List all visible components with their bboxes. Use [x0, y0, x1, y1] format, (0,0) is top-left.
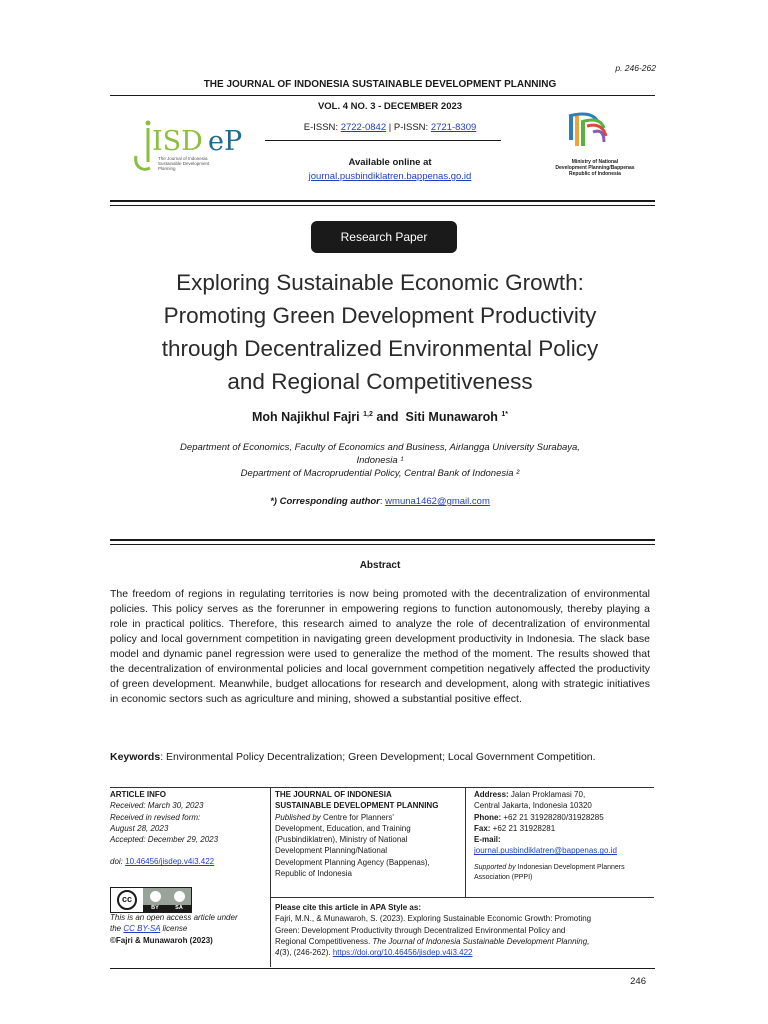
affiliation-line-3: Department of Macroprudential Policy, Central Bank of Indonesia ² [240, 468, 520, 479]
table-top-rule [110, 787, 654, 788]
ministry-line1: Ministry of National [571, 159, 619, 165]
revised-label: Received in revised form: [110, 812, 201, 822]
available-online-link-wrap [265, 171, 515, 182]
eissn-link[interactable]: 2722-0842 [340, 122, 387, 133]
logo-left-sub1: The Journal of Indonesia [158, 156, 208, 161]
author-1-affil: 1,2 [363, 410, 373, 418]
available-online-label: Available online at [348, 157, 432, 168]
affiliation-line-1: Department of Economics, Faculty of Economics and Business, Airlangga University Surabaya, [180, 442, 580, 453]
oa-line-2-post: license [160, 924, 188, 934]
title-line-4: and Regional Competitiveness [227, 369, 533, 394]
corresponding-email-link[interactable]: wmuna1462@gmail.com [385, 496, 490, 507]
bappenas-emblem-icon [552, 112, 642, 160]
article-info-column [110, 789, 268, 868]
article-title [110, 266, 650, 398]
eissn-label: E-ISSN: [303, 122, 341, 133]
article-info-table [110, 787, 654, 967]
address-label: Address: [474, 790, 509, 799]
logo-left-sub2: Sustainable Development [158, 161, 210, 166]
revised-date: August 28, 2023 [110, 823, 169, 833]
table-divider-1 [270, 787, 271, 967]
license-text [110, 912, 268, 946]
footer-rule [110, 968, 655, 969]
pissn-link[interactable]: 2721-8309 [430, 122, 477, 133]
supported-by-line-2: Association (PPPI) [474, 873, 533, 881]
citation-doi-link[interactable]: https://doi.org/10.46456/jisdep.v4i3.422 [332, 948, 473, 958]
publisher-line-2: Development, Education, and Training [275, 823, 411, 833]
title-line-3: through Decentralized Environmental Policy [161, 336, 599, 361]
header-rule [110, 95, 655, 96]
doi-link[interactable]: 10.46456/jisdep.v4i3.422 [125, 857, 215, 867]
page-number: 246 [630, 976, 646, 987]
title-line-1: Exploring Sustainable Economic Growth: [176, 270, 584, 295]
citation-heading: Please cite this article in APA Style as: [275, 903, 421, 912]
author-and: and [372, 410, 406, 424]
author-2-affil: 1* [501, 410, 508, 418]
pissn-label: | P-ISSN: [386, 122, 431, 133]
oa-line-1: This is an open access article under [110, 913, 238, 922]
cc-mark: cc [117, 890, 137, 910]
title-line-2: Promoting Green Development Productivity [163, 303, 597, 328]
publisher-line-1: Centre for Planners' [320, 812, 394, 822]
logo-left-sub3: Planning [158, 166, 176, 171]
accepted-date: Accepted: December 29, 2023 [110, 835, 219, 845]
address-column [474, 789, 654, 883]
citation-line-2: Green: Development Productivity through Decentralized Environmental Policy and [275, 925, 566, 935]
jisdep-logo [132, 118, 252, 176]
journal-email-link[interactable]: journal.pusbindiklatren@bappenas.go.id [474, 846, 617, 856]
doi-label: doi: [110, 857, 126, 867]
cc-license-link[interactable] [123, 924, 160, 933]
header-double-rule [110, 200, 655, 206]
svg-text:eP: eP [208, 126, 243, 157]
publisher-line-5: Development Planning Agency (Bappenas), [275, 857, 430, 867]
page-range: p. 246-262 [615, 63, 656, 73]
author-1: Moh Najikhul Fajri [252, 410, 364, 424]
author-2: Siti Munawaroh [405, 410, 502, 424]
sa-icon [174, 891, 185, 902]
citation-volume: 4 [275, 948, 280, 958]
corresponding-label: *) Corresponding author [270, 496, 380, 507]
publisher-name-1: THE JOURNAL OF INDONESIA [275, 790, 392, 799]
fax-label: Fax: [474, 823, 491, 833]
received-date: Received: March 30, 2023 [110, 801, 204, 811]
authors [110, 410, 650, 424]
citation-block [275, 902, 655, 958]
publisher-line-6: Republic of Indonesia [275, 869, 352, 879]
journal-url-link[interactable]: journal.pusbindiklatren.bappenas.go.id [308, 171, 472, 182]
cc-sa-label: SA [175, 905, 183, 911]
supported-by-label: Supported by [474, 863, 516, 871]
logo-left-subtitle [158, 156, 209, 171]
citation-issue-pages: (3), (246-262). [279, 948, 333, 958]
issn-rule [265, 140, 501, 141]
cc-terms [143, 888, 191, 912]
affiliation-line-2: Indonesia ¹ [356, 455, 404, 466]
published-by-label: Published by [275, 812, 321, 822]
address-line-2: Central Jakarta, Indonesia 10320 [474, 801, 592, 811]
email-label: E-mail: [474, 835, 501, 845]
phone-number: +62 21 31928280/31928285 [501, 812, 604, 822]
corresponding-colon: : [379, 496, 386, 507]
by-icon [150, 891, 161, 902]
fax-number: +62 21 31928281 [490, 823, 556, 833]
volume-issue: VOL. 4 NO. 3 - DECEMBER 2023 [317, 101, 463, 112]
keywords [110, 751, 660, 763]
publisher-line-3: (Pusbindiklatren), Ministry of National [275, 835, 408, 845]
citation-line-1: Fajri, M.N., & Munawaroh, S. (2023). Exploring Sustainable Economic Growth: Promoting [275, 914, 592, 924]
cc-by-label: BY [151, 905, 159, 911]
keywords-label: Keywords [110, 751, 161, 763]
publisher-name-2: SUSTAINABLE DEVELOPMENT PLANNING [275, 801, 439, 811]
affiliations [110, 441, 650, 480]
corresponding-author [110, 496, 650, 507]
keywords-text: : Environmental Policy Decentralization; Green Development; Local Government Competition. [160, 751, 596, 763]
table-mid-rule [270, 897, 654, 898]
publisher-line-4: Development Planning/National [275, 846, 388, 856]
research-paper-badge: Research Paper [311, 221, 457, 253]
svg-text:ISD: ISD [152, 126, 203, 157]
copyright: ©Fajri & Munawaroh (2023) [110, 935, 213, 945]
cc-icons-row [143, 888, 191, 905]
cc-by-sa-badge[interactable] [110, 887, 192, 913]
phone-label: Phone: [474, 812, 502, 822]
supported-by-line-1: Indonesian Development Planners [515, 863, 625, 871]
journal-title: THE JOURNAL OF INDONESIA SUSTAINABLE DEVELOPMENT PLANNING [203, 79, 557, 90]
issn-line [265, 122, 515, 133]
cc-icon [111, 888, 143, 912]
cc-labels-row [143, 905, 191, 912]
cc-license-text: CC BY-SA [123, 924, 161, 934]
publisher-column [275, 789, 463, 879]
article-info-heading: ARTICLE INFO [110, 790, 166, 799]
abstract-body: The freedom of regions in regulating territories is now being promoted with the decentralization of environmental policies. This policy serves as the forerunner in empowering regions to function autonomously, thereby playing a role in practical politics. Therefore, this research aimed to analyze the role of decentralization of environmental policy and local government competition in navigating green development productivity in Indonesia. The slack base model and dynamic panel regression were used to generalize the method of the moment. The results showed that the decentralization of environmental policies and local government competition negatively affected the productivity of green development. Meanwhile, budget allocations for research and development, along with strategic initiatives in economic sectors such as agriculture and mining, showed a substantial positive effect. [110, 588, 650, 705]
ministry-line3: Republic of Indonesia [569, 171, 621, 177]
citation-line-3-pre: Regional Competitiveness. [275, 936, 373, 946]
citation-journal: The Journal of Indonesia Sustainable Development Planning, [372, 936, 590, 946]
ministry-line2: Development Planning/Bappenas [555, 165, 635, 171]
oa-line-2-pre: the [110, 924, 124, 934]
address-line-1: Jalan Proklamasi 70, [508, 790, 586, 799]
ministry-name [540, 159, 650, 177]
abstract-heading: Abstract [359, 560, 401, 571]
table-divider-2 [465, 787, 466, 897]
abstract-top-rule [110, 539, 655, 545]
